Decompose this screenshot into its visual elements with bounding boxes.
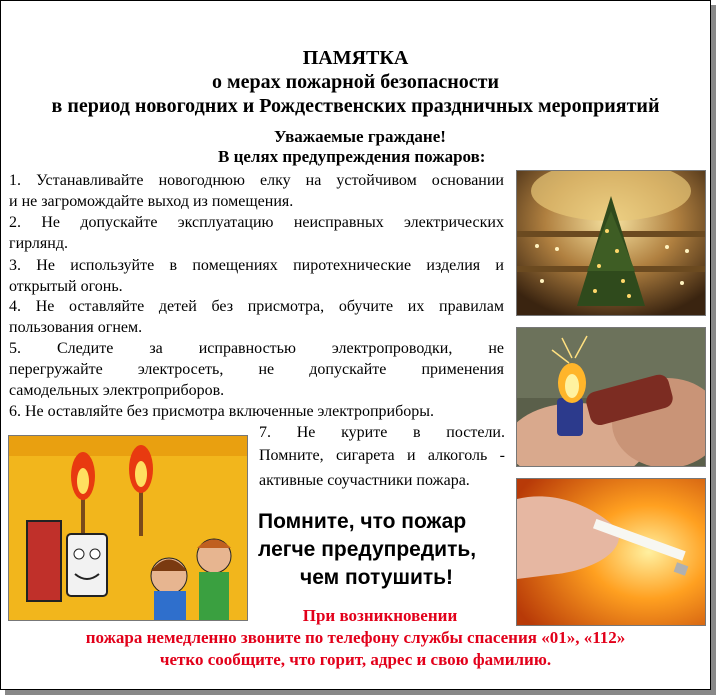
firecracker-photo	[516, 327, 706, 467]
greeting: Уважаемые граждане!	[274, 127, 446, 146]
emergency-line-2: пожара немедленно звоните по телефону службы спасения «01», «112»	[85, 628, 626, 647]
cartoon-illustration	[8, 435, 248, 621]
rule-7a: 7. Не курите в постели.	[259, 424, 505, 441]
title: ПАМЯТКА	[302, 47, 409, 69]
slogan-line-1: Помните, что пожар	[258, 510, 467, 533]
rule-4b: пользования огнем.	[9, 319, 143, 336]
rule-6: 6. Не оставляйте без присмотра включенные электроприборы.	[9, 403, 434, 420]
rule-7b: Помните, сигарета и алкоголь -	[259, 447, 505, 464]
emergency-line-1: При возникновении	[302, 606, 458, 625]
rule-1b: и не загромождайте выход из помещения.	[9, 193, 294, 210]
slogan-line-3: чем потушить!	[300, 566, 454, 589]
cigarette-fire-photo	[516, 478, 706, 626]
rule-4a: 4. Не оставляйте детей без присмотра, обучите их правилам	[9, 298, 504, 315]
slogan-line-2: легче предупредить,	[258, 538, 477, 561]
christmas-tree-photo	[516, 170, 706, 316]
rule-2a: 2. Не допускайте эксплуатацию неисправных электрических	[9, 214, 504, 231]
rule-5a: 5. Следите за исправностью электропроводки, не	[9, 340, 504, 357]
intro: В целях предупреждения пожаров:	[218, 147, 486, 166]
subtitle-line-2: в период новогодних и Рождественских праздничных мероприятий	[51, 95, 660, 117]
rule-5b: перегружайте электросеть, не допускайте применения	[9, 361, 504, 378]
subtitle-line-1: о мерах пожарной безопасности	[211, 71, 499, 93]
rule-5c: самодельных электроприборов.	[9, 382, 225, 399]
rule-1a: 1. Устанавливайте новогоднюю елку на устойчивом основании	[9, 172, 504, 189]
rule-2b: гирлянд.	[9, 235, 68, 252]
rule-3a: 3. Не используйте в помещениях пиротехнические изделия и	[9, 257, 504, 274]
rule-3b: открытый огонь.	[9, 278, 123, 295]
emergency-line-3: четко сообщите, что горит, адрес и свою фамилию.	[159, 650, 552, 669]
rule-7c: активные соучастники пожара.	[259, 472, 470, 489]
